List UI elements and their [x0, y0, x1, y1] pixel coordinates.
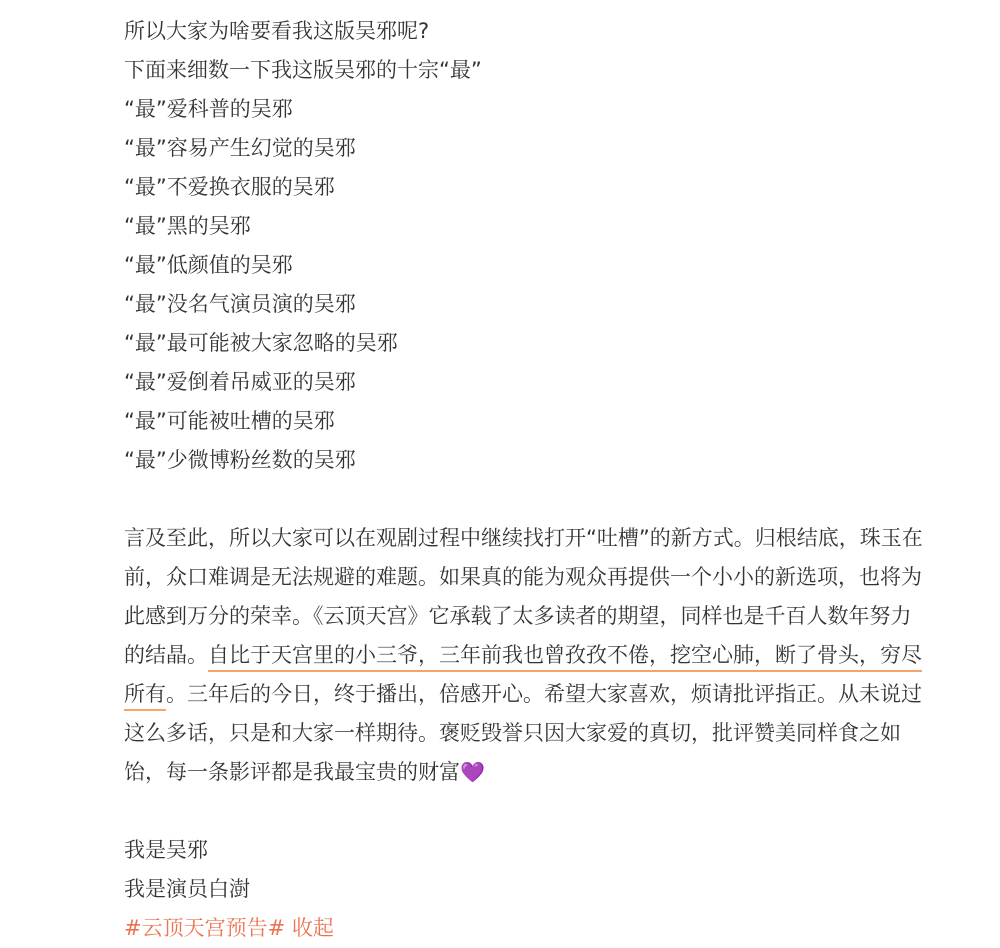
footer-links	[124, 909, 986, 948]
list-item: “最”没名气演员演的吴邪	[124, 292, 356, 316]
paragraph-text: 的结晶。	[124, 643, 208, 667]
highlighted-text: 所有	[124, 682, 166, 706]
signature-line-2: 我是演员白澍	[124, 877, 250, 901]
list-item: “最”黑的吴邪	[124, 214, 251, 238]
paragraph-line-5	[124, 675, 986, 714]
hashtag-link[interactable]: #云顶天宫预告#	[124, 916, 286, 940]
intro-line-2: 下面来细数一下我这版吴邪的十宗“最”	[124, 58, 482, 82]
post-body	[124, 0, 986, 948]
spacer	[124, 792, 986, 831]
intro-line-1: 所以大家为啥要看我这版吴邪呢?	[124, 19, 430, 43]
paragraph-line-6: 这么多话，只是和大家一样期待。褒贬毁誉只因大家爱的真切，批评赞美同样食之如	[124, 721, 901, 745]
list-item: “最”爱倒着吊威亚的吴邪	[124, 370, 356, 394]
purple-heart-icon: 💜	[460, 760, 485, 784]
paragraph-line-1: 言及至此，所以大家可以在观剧过程中继续找打开“吐槽”的新方式。归根结底，珠玉在	[124, 526, 923, 550]
list-item: “最”爱科普的吴邪	[124, 97, 293, 121]
paragraph-line-7	[124, 753, 986, 792]
list-item: “最”容易产生幻觉的吴邪	[124, 136, 356, 160]
list-item: “最”低颜值的吴邪	[124, 253, 293, 277]
spacer	[124, 480, 986, 519]
list-item: “最”少微博粉丝数的吴邪	[124, 448, 356, 472]
list-item: “最”不爱换衣服的吴邪	[124, 175, 335, 199]
list-item: “最”可能被吐槽的吴邪	[124, 409, 335, 433]
paragraph-line-4	[124, 636, 986, 675]
signature-line-1: 我是吴邪	[124, 838, 208, 862]
paragraph-text: 饴，每一条影评都是我最宝贵的财富	[124, 760, 460, 784]
paragraph-line-2: 前，众口难调是无法规避的难题。如果真的能为观众再提供一个小小的新选项，也将为	[124, 565, 922, 589]
paragraph-line-3: 此感到万分的荣幸。《云顶天宫》它承载了太多读者的期望，同样也是千百人数年努力	[124, 604, 912, 628]
list-item: “最”最可能被大家忽略的吴邪	[124, 331, 398, 355]
collapse-link[interactable]: 收起	[291, 916, 334, 940]
highlighted-text: 自比于天宫里的小三爷，三年前我也曾孜孜不倦，挖空心肺，断了骨头，穷尽	[208, 643, 922, 667]
paragraph-text: 。三年后的今日，终于播出，倍感开心。希望大家喜欢，烦请批评指正。从未说过	[166, 682, 922, 706]
body-paragraph	[124, 519, 986, 792]
